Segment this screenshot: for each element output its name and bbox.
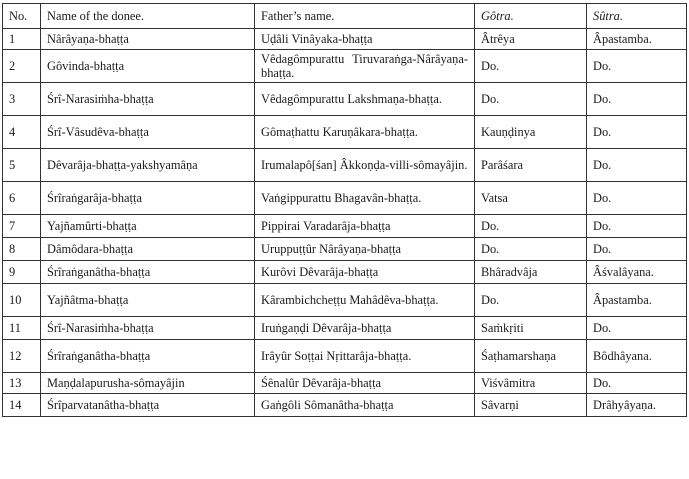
father-name: Kurôvi Dêvarâja-bhaṭṭa [255, 261, 475, 284]
father-name: Vêdagômpurattu Lakshmaṇa-bhaṭṭa. [255, 83, 475, 116]
donee-table [2, 3, 687, 417]
table-row [3, 317, 687, 340]
row-number: 6 [3, 182, 41, 215]
gotra: Do. [475, 284, 587, 317]
row-number: 12 [3, 340, 41, 373]
donee-name: Śrî-Narasiṁha-bhaṭṭa [41, 317, 255, 340]
gotra: Bhâradvâja [475, 261, 587, 284]
gotra: Parâśara [475, 149, 587, 182]
row-number: 5 [3, 149, 41, 182]
gotra: Viśvâmitra [475, 373, 587, 394]
row-number: 14 [3, 394, 41, 417]
father-name: Irumalapô[śan] Âkkoṇḍa-villi-sômayâjin. [255, 149, 475, 182]
sutra: Âpastamba. [587, 29, 687, 50]
donee-name: Nârâyaṇa-bhaṭṭa [41, 29, 255, 50]
gotra: Śaṭhamarshaṇa [475, 340, 587, 373]
gotra: Sâvarṇi [475, 394, 587, 417]
father-name: Vaṅgippurattu Bhagavân-bhaṭṭa. [255, 182, 475, 215]
header-no: No. [3, 4, 41, 29]
row-number: 11 [3, 317, 41, 340]
father-name: Irâyûr Soṭṭai Nṛittarâja-bhaṭṭa. [255, 340, 475, 373]
sutra: Do. [587, 116, 687, 149]
gotra: Âtrêya [475, 29, 587, 50]
header-sutra: Sûtra. [587, 4, 687, 29]
father-name: Kârambichcheṭṭu Mahâdêva-bhaṭṭa. [255, 284, 475, 317]
father-name: Uruppuṭṭûr Nârâyaṇa-bhaṭṭa [255, 238, 475, 261]
header-row [3, 4, 687, 29]
row-number: 1 [3, 29, 41, 50]
donee-name: Dâmôdara-bhaṭṭa [41, 238, 255, 261]
father-name: Vêdagômpurattu Tiruvaraṅga-Nârâyaṇa-bhaṭṭa. [255, 50, 475, 83]
gotra: Do. [475, 215, 587, 238]
donee-name: Śrî-Vâsudêva-bhaṭṭa [41, 116, 255, 149]
table-row [3, 238, 687, 261]
donee-name: Śrî-Narasiṁha-bhaṭṭa [41, 83, 255, 116]
table-row [3, 340, 687, 373]
row-number: 8 [3, 238, 41, 261]
father-name: Gaṅgôli Sômanâtha-bhaṭṭa [255, 394, 475, 417]
donee-name: Śrîraṅganâtha-bhaṭṭa [41, 340, 255, 373]
donee-name: Maṇḍalapurusha-sômayâjin [41, 373, 255, 394]
table-row [3, 394, 687, 417]
donee-name: Śrîraṅgarâja-bhaṭṭa [41, 182, 255, 215]
row-number: 2 [3, 50, 41, 83]
table-row [3, 29, 687, 50]
table-row [3, 182, 687, 215]
table-row [3, 215, 687, 238]
sutra: Bôdhâyana. [587, 340, 687, 373]
donee-name: Yajñâtma-bhaṭṭa [41, 284, 255, 317]
gotra: Do. [475, 238, 587, 261]
donee-name: Gôvinda-bhaṭṭa [41, 50, 255, 83]
sutra: Do. [587, 149, 687, 182]
sutra: Do. [587, 238, 687, 261]
table-row [3, 116, 687, 149]
row-number: 9 [3, 261, 41, 284]
row-number: 7 [3, 215, 41, 238]
header-father-name: Father’s name. [255, 4, 475, 29]
sutra: Do. [587, 83, 687, 116]
sutra: Drâhyâyaṇa. [587, 394, 687, 417]
sutra: Âśvalâyana. [587, 261, 687, 284]
donee-name: Dêvarâja-bhaṭṭa-yakshyamâṇa [41, 149, 255, 182]
table-row [3, 261, 687, 284]
row-number: 13 [3, 373, 41, 394]
table-row [3, 284, 687, 317]
table-row [3, 50, 687, 83]
gotra: Saṁkṛiti [475, 317, 587, 340]
row-number: 3 [3, 83, 41, 116]
gotra: Do. [475, 83, 587, 116]
gotra: Kauṇḍinya [475, 116, 587, 149]
row-number: 4 [3, 116, 41, 149]
sutra: Do. [587, 317, 687, 340]
sutra: Do. [587, 50, 687, 83]
father-name: Iruṅgaṇḍi Dêvarâja-bhaṭṭa [255, 317, 475, 340]
donee-name: Śrîparvatanâtha-bhaṭṭa [41, 394, 255, 417]
sutra: Âpastamba. [587, 284, 687, 317]
donee-name: Śrîraṅganâtha-bhaṭṭa [41, 261, 255, 284]
father-name: Gômaṭhattu Karuṇâkara-bhaṭṭa. [255, 116, 475, 149]
gotra: Do. [475, 50, 587, 83]
father-name: Pippirai Varadarâja-bhaṭṭa [255, 215, 475, 238]
table-row [3, 373, 687, 394]
sutra: Do. [587, 373, 687, 394]
father-name: Śênalûr Dêvarâja-bhaṭṭa [255, 373, 475, 394]
donee-name: Yajñamûrti-bhaṭṭa [41, 215, 255, 238]
row-number: 10 [3, 284, 41, 317]
father-name: Uḍâli Vinâyaka-bhaṭṭa [255, 29, 475, 50]
header-donee-name: Name of the donee. [41, 4, 255, 29]
table-row [3, 149, 687, 182]
table-row [3, 83, 687, 116]
sutra: Do. [587, 215, 687, 238]
gotra: Vatsa [475, 182, 587, 215]
sutra: Do. [587, 182, 687, 215]
header-gotra: Gôtra. [475, 4, 587, 29]
